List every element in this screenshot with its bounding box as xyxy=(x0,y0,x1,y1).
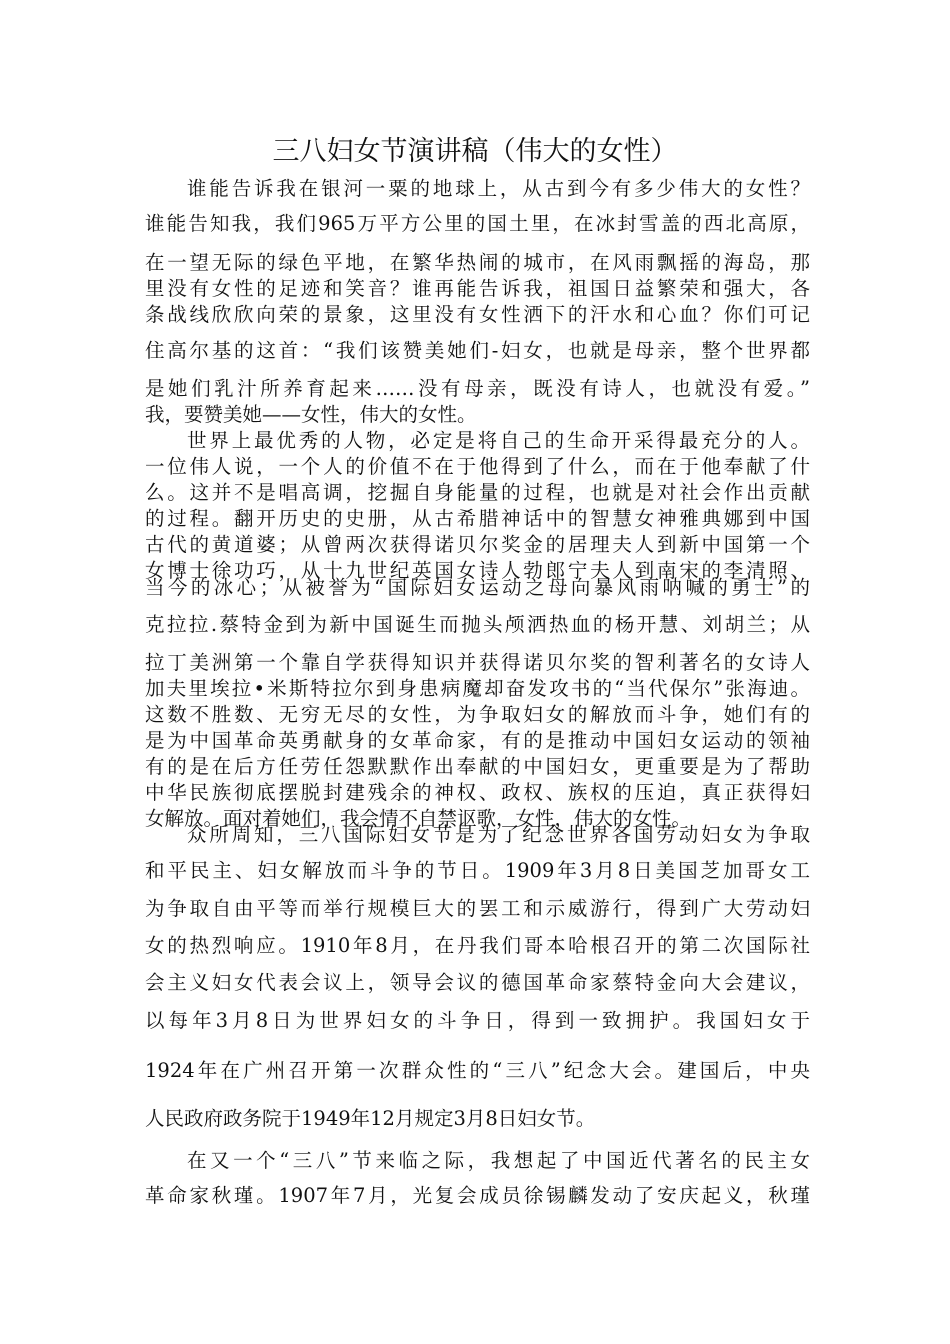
text-line: 加夫里埃拉•米斯特拉尔到身患病魔却奋发攻书的“当代保尔”张海迪。 xyxy=(145,677,810,700)
text-line: 谁能告诉我在银河一粟的地球上，从古到今有多少伟大的女性？ xyxy=(187,177,810,200)
text-line: 是为中国革命英勇献身的女革命家，有的是推动中国妇女运动的领袖 xyxy=(145,729,810,752)
text-line: 谁能告知我，我们965万平方公里的国土里，在冰封雪盖的西北高原， xyxy=(145,212,810,235)
text-line: 会主义妇女代表会议上，领导会议的德国革命家蔡特金向大会建议， xyxy=(145,971,810,994)
text-line: 拉丁美洲第一个靠自学获得知识并获得诺贝尔奖的智利著名的女诗人 xyxy=(145,651,810,674)
document-title: 三八妇女节演讲稿（伟大的女性） xyxy=(272,136,678,167)
text-line: 人民政府政务院于1949年12月规定3月8日妇女节。 xyxy=(145,1107,596,1130)
text-line: 么。这并不是唱高调，挖掘自身能量的过程，也就是对社会作出贡献 xyxy=(145,481,810,504)
text-line: 众所周知，三八国际妇女节是为了纪念世界各国劳动妇女为争取 xyxy=(187,823,810,846)
text-line: 的过程。翻开历史的史册，从古希腊神话中的智慧女神雅典娜到中国 xyxy=(145,507,810,530)
text-line: 这数不胜数、无穷无尽的女性，为争取妇女的解放而斗争，她们有的 xyxy=(145,703,810,726)
text-line: 女博士徐功巧，从十九世纪英国女诗人勃郎宁夫人到南宋的李清照、 xyxy=(145,559,810,582)
text-line: 革命家秋瑾。1907年7月，光复会成员徐锡麟发动了安庆起义，秋瑾 xyxy=(145,1184,810,1207)
text-line: 条战线欣欣向荣的景象，这里没有女性洒下的汗水和心血？你们可记 xyxy=(145,303,810,326)
text-line: 中华民族彻底摆脱封建残余的神权、政权、族权的压迫，真正获得妇 xyxy=(145,781,810,804)
text-line: 为争取自由平等而举行规模巨大的罢工和示威游行，得到广大劳动妇 xyxy=(145,897,810,920)
text-line: 在一望无际的绿色平地，在繁华热闹的城市，在风雨飘摇的海岛，那 xyxy=(145,251,810,274)
text-line: 和平民主、妇女解放而斗争的节日。1909年3月8日美国芝加哥女工 xyxy=(145,859,810,882)
text-line: 是她们乳汁所养育起来……没有母亲，既没有诗人，也就没有爱。” xyxy=(145,377,810,400)
text-line: 在又一个“三八”节来临之际，我想起了中国近代著名的民主女 xyxy=(187,1149,810,1172)
text-line: 克拉拉.蔡特金到为新中国诞生而抛头颅洒热血的杨开慧、刘胡兰；从 xyxy=(145,613,810,636)
text-line: 以每年3月8日为世界妇女的斗争日，得到一致拥护。我国妇女于 xyxy=(145,1009,810,1032)
text-line: 1924年在广州召开第一次群众性的“三八”纪念大会。建国后，中央 xyxy=(145,1059,810,1082)
text-line: 世界上最优秀的人物，必定是将自己的生命开采得最充分的人。 xyxy=(187,429,810,452)
text-line: 有的是在后方任劳任怨默默作出奉献的中国妇女，更重要是为了帮助 xyxy=(145,755,810,778)
text-line: 我，要赞美她——女性，伟大的女性。 xyxy=(145,403,477,426)
text-line: 当今的冰心；从被誉为“国际妇女运动之母向暴风雨呐喊的勇士”的 xyxy=(145,576,810,599)
text-line: 一位伟人说，一个人的价值不在于他得到了什么，而在于他奉献了什 xyxy=(145,455,810,478)
text-line: 住高尔基的这首：“我们该赞美她们-妇女，也就是母亲，整个世界都 xyxy=(145,339,810,362)
text-line: 女解放。面对着她们，我会情不自禁讴歌，女性，伟大的女性。 xyxy=(145,807,692,830)
text-line: 古代的黄道婆；从曾两次获得诺贝尔奖金的居理夫人到新中国第一个 xyxy=(145,533,810,556)
text-line: 里没有女性的足迹和笑音？谁再能告诉我，祖国日益繁荣和强大，各 xyxy=(145,277,810,300)
text-line: 女的热烈响应。1910年8月，在丹我们哥本哈根召开的第二次国际社 xyxy=(145,934,810,957)
